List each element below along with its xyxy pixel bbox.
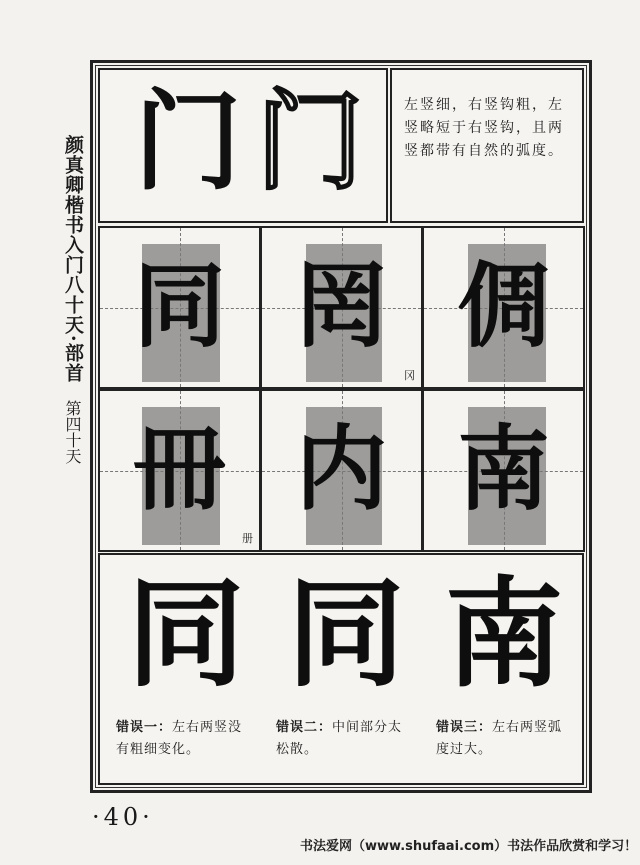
example-label: 冈	[404, 369, 415, 382]
example-cell-4	[98, 389, 261, 552]
footer-watermark: 书法爱网（www.shufaai.com）书法作品欣赏和学习！	[300, 839, 638, 854]
example-char: 同	[133, 252, 226, 360]
error-heading: 错误三：	[436, 720, 493, 735]
example-cell-1	[98, 226, 261, 389]
book-title: 颜真卿楷书入门八十天·部首	[62, 135, 84, 383]
error-text: 中间部分太松散。	[276, 720, 403, 757]
error-heading: 错误一：	[116, 720, 173, 735]
errors-panel	[98, 553, 584, 785]
example-label: 册	[242, 532, 253, 545]
error-char-3: 南	[444, 564, 563, 703]
error-heading: 错误二：	[276, 720, 333, 735]
radical-solid-char: 门	[134, 79, 243, 205]
error-note-1	[116, 717, 256, 761]
page-number: ·40·	[92, 803, 154, 831]
example-char: 冊	[133, 415, 226, 523]
example-char: 南	[457, 415, 550, 523]
radical-description: 左竖细，右竖钩粗，左竖略短于右竖钩，且两竖都带有自然的弧度。	[404, 97, 564, 159]
error-text: 左右两竖弧度过大。	[436, 720, 563, 757]
example-char: 倜	[457, 252, 550, 360]
error-char-2: 同	[286, 564, 405, 703]
example-cell-6	[422, 389, 585, 552]
radical-outline-char: 门	[256, 79, 365, 205]
example-char: 内	[295, 415, 388, 523]
example-cell-2	[260, 226, 423, 389]
error-text: 左右两竖没有粗细变化。	[116, 720, 243, 757]
example-cell-3	[422, 226, 585, 389]
example-cell-5	[260, 389, 423, 552]
radical-description-panel	[390, 68, 584, 223]
error-note-3	[436, 717, 576, 761]
lesson-day: 第四十天	[63, 400, 82, 464]
example-char: 罔	[295, 252, 388, 360]
error-char-1: 同	[126, 564, 245, 703]
radical-demo-panel	[98, 68, 388, 223]
error-note-2	[276, 717, 416, 761]
